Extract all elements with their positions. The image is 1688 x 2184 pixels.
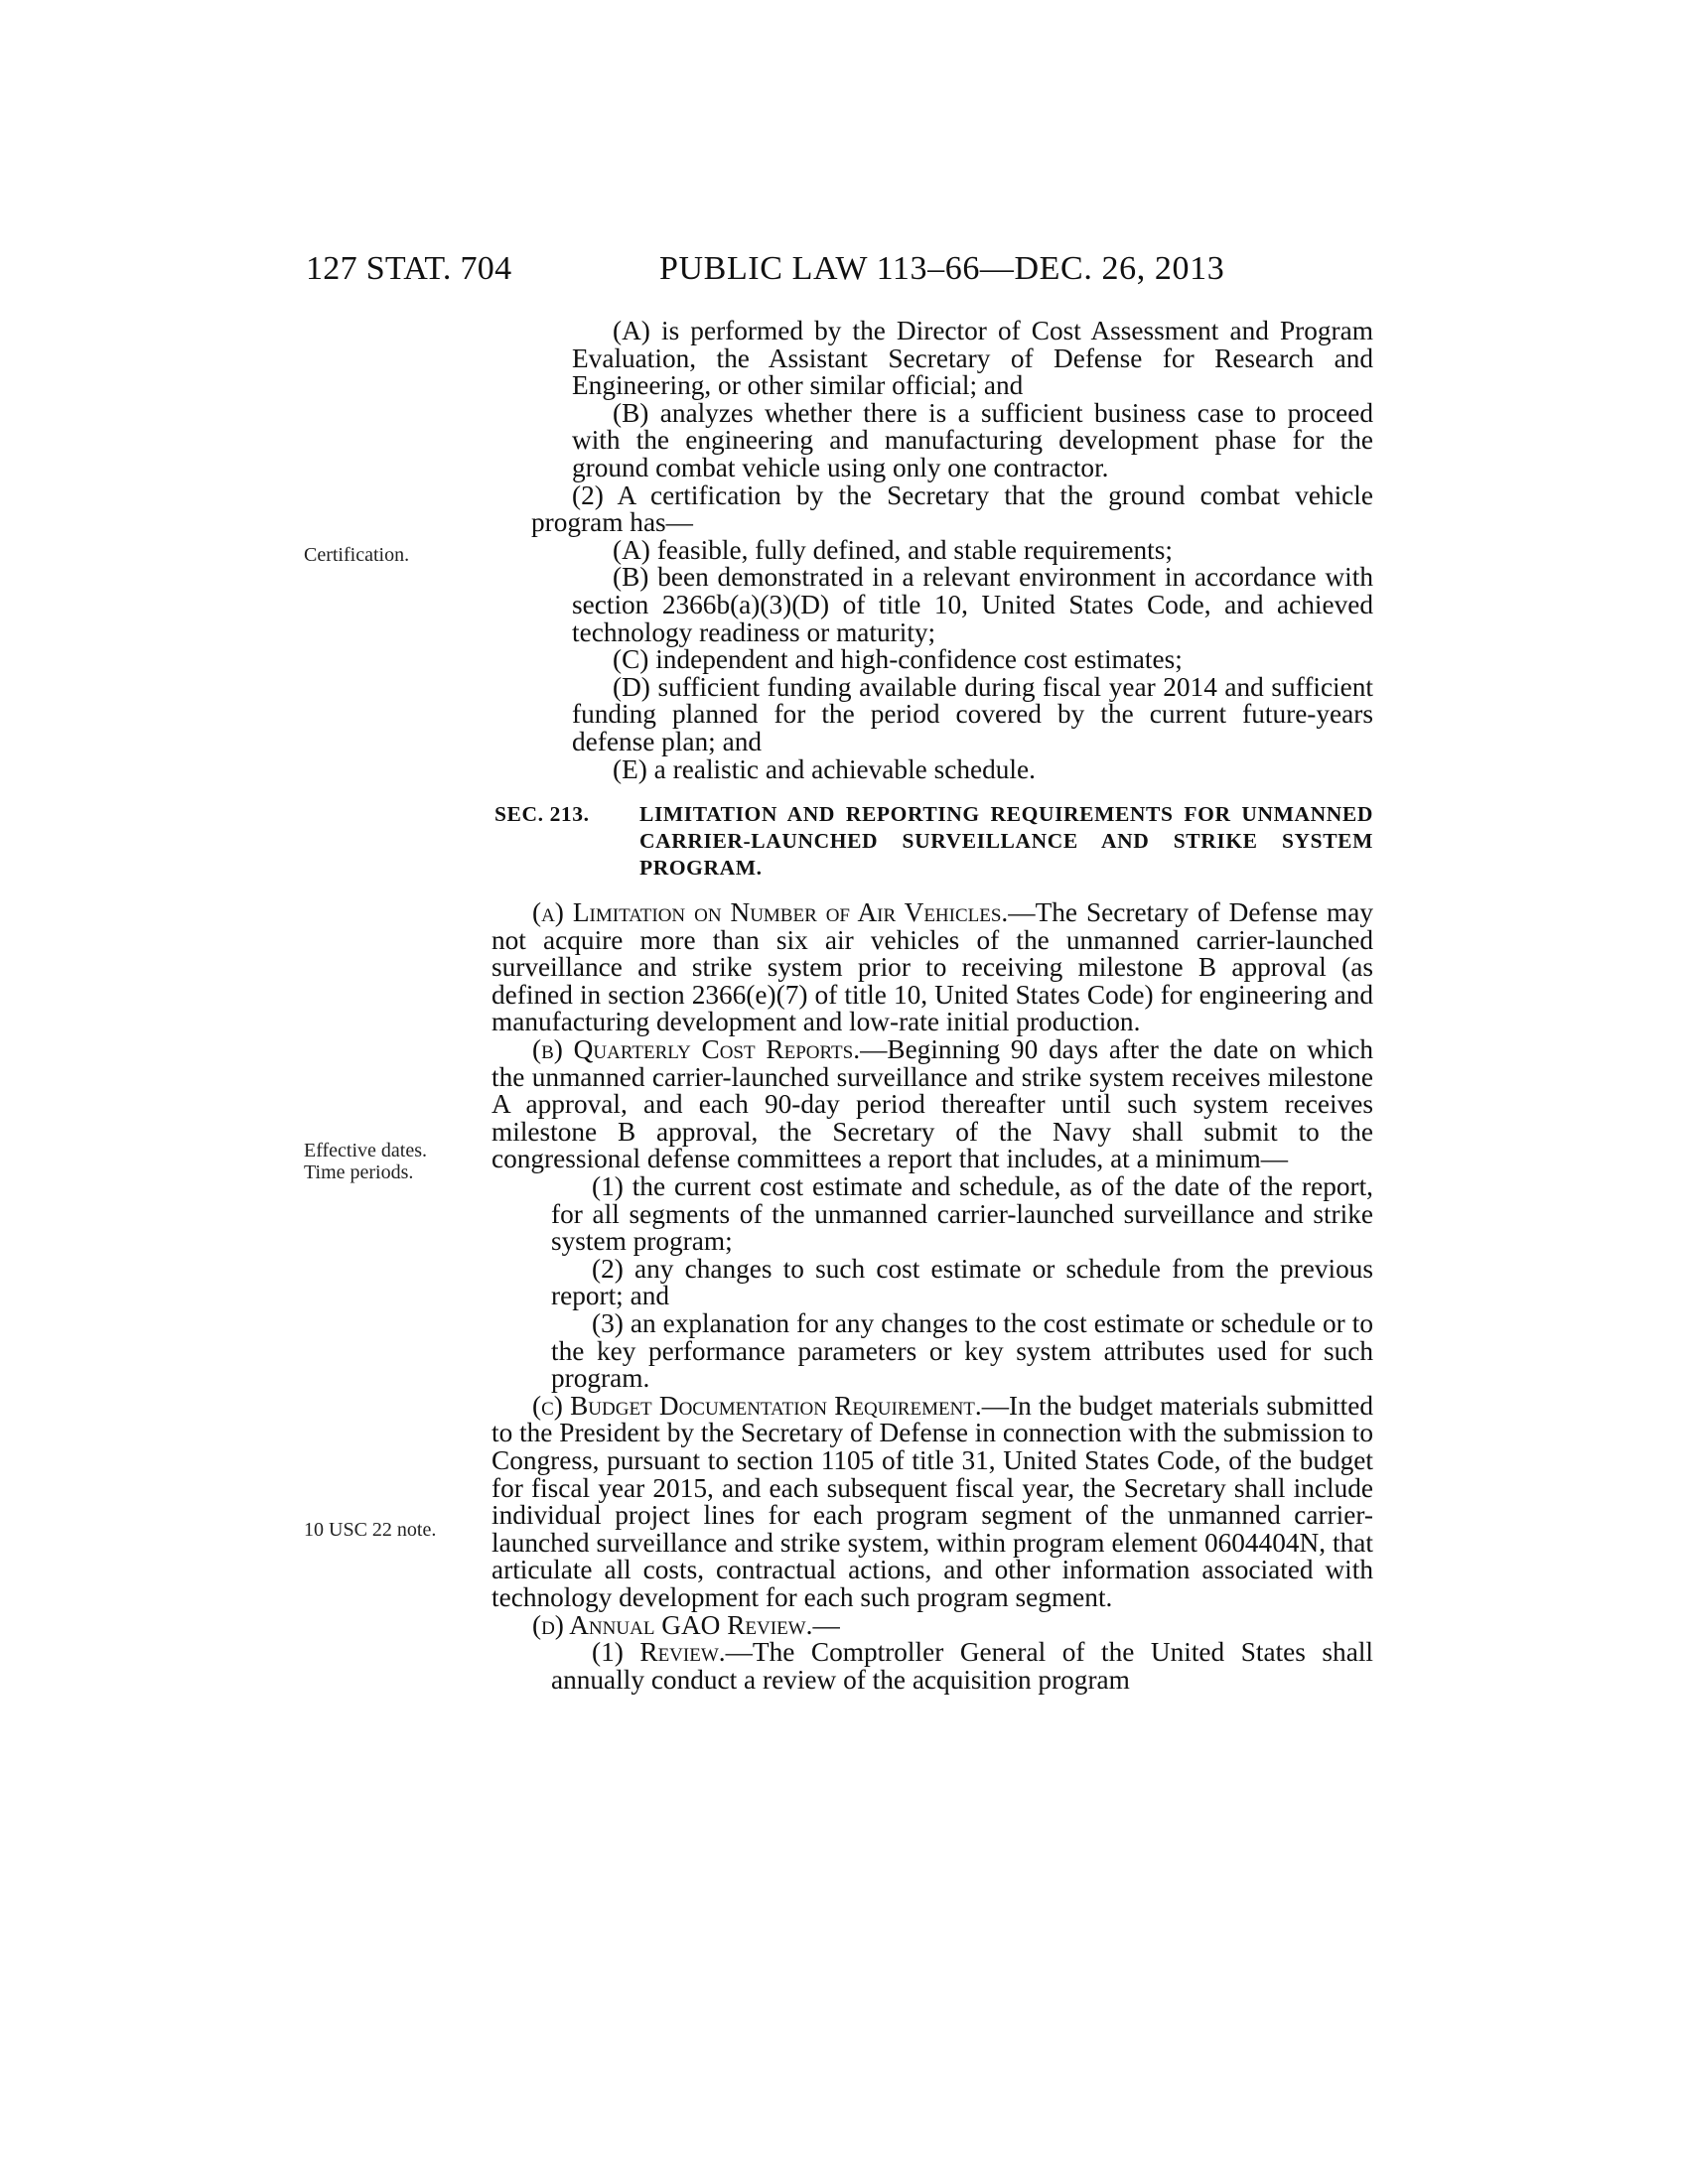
- paragraph-d1-heading: (1) Review.: [592, 1637, 726, 1668]
- section-title: LIMITATION AND REPORTING REQUIREMENTS FOR UNMANNED CARRIER-LAUNCHED SURVEILLANCE AND STRIKE SYSTEM PROGRAM.: [639, 802, 1373, 881]
- clause-2: (2) A certification by the Secretary that the ground combat vehicle program has—: [531, 479, 1373, 538]
- margin-note-certification: Certification.: [304, 544, 410, 566]
- subsection-c-text: —In the budget materials submitted to the President by the Secretary of Defense in connection with the submission to Congress, pursuant to section 1105 of title 31, United States Code, of the budget for fiscal year 2015, and each subsequent fiscal year, the Secretary shall include individual project lines for each program segment of the unmanned carrier-launched surveillance and strike system, within program element 0604404N, that articulate all costs, contractual actions, and other information associated with technology development for each such program segment.: [492, 1390, 1374, 1612]
- clause-2c: (C) independent and high-confidence cost estimates;: [613, 644, 1183, 675]
- subsection-b: [492, 1036, 1373, 1173]
- clause-1a: (A) is performed by the Director of Cost Assessment and Program Evaluation, the Assistant Secretary of Defense for Research and Engineering, or other similar official; and: [572, 316, 1373, 401]
- subsection-a: [492, 899, 1373, 1036]
- clause-2a: (A) feasible, fully defined, and stable requirements;: [613, 534, 1173, 565]
- clause-2b: (B) been demonstrated in a relevant environment in accordance with section 2366b(a)(3)(D) of title 10, United States Code, and achieved technology readiness or maturity;: [572, 562, 1373, 647]
- margin-note-effective-dates: Effective dates.: [304, 1140, 428, 1161]
- paragraph-b2: (2) any changes to such cost estimate or schedule from the previous report; and: [551, 1253, 1373, 1311]
- subsection-d: [492, 1609, 1373, 1640]
- paragraph-b1: (1) the current cost estimate and schedule, as of the date of the report, for all segments of the unmanned carrier-launched surveillance and strike system program;: [551, 1171, 1373, 1257]
- margin-note-time-periods: Time periods.: [304, 1161, 414, 1183]
- subsection-b-heading: (b) Quarterly Cost Reports.: [532, 1034, 861, 1065]
- clause-2e: (E) a realistic and achievable schedule.: [613, 753, 1036, 784]
- running-head: PUBLIC LAW 113–66—DEC. 26, 2013: [659, 250, 1225, 287]
- body-text: [494, 318, 1373, 1694]
- clause-2d: (D) sufficient funding available during fiscal year 2014 and sufficient funding planned for the period covered by the current future-years defense plan; and: [572, 671, 1373, 756]
- page-reference: 127 STAT. 704: [306, 250, 512, 287]
- section-number: SEC. 213.: [494, 802, 590, 827]
- subsection-d-heading: (d) Annual GAO Review.: [532, 1609, 813, 1640]
- section-heading: [494, 801, 1373, 882]
- paragraph-d1-text: —The Comptroller General of the United States shall annually conduct a review of the acquisition program: [551, 1637, 1373, 1695]
- subsection-a-heading: (a) Limitation on Number of Air Vehicles.: [532, 897, 1009, 928]
- subsection-c-heading: (c) Budget Documentation Requirement.: [532, 1390, 982, 1421]
- subsection-c: [492, 1390, 1374, 1612]
- paragraph-d1: [494, 1639, 1373, 1694]
- subsection-d-text: —: [812, 1609, 840, 1640]
- subsection-b-text: —Beginning 90 days after the date on which the unmanned carrier-launched surveillance and strike system receives milestone A approval, and each 90-day period thereafter until such system receives milestone B approval, the Secretary of the Navy shall submit to the congressional defense committees a report that includes, at a minimum—: [492, 1034, 1373, 1174]
- paragraph-b3: (3) an explanation for any changes to the cost estimate or schedule or to the key performance parameters or key system attributes used for such program.: [551, 1308, 1373, 1394]
- subsection-a-text: —The Secretary of Defense may not acquire more than six air vehicles of the unmanned carrier-launched surveillance and strike system prior to receiving milestone B approval (as defined in section 2366(e)(7) of title 10, United States Code) for engineering and manufacturing development and low-rate initial production.: [492, 897, 1374, 1037]
- margin-note-usc: 10 USC 22 note.: [304, 1519, 437, 1541]
- clause-1b: (B) analyzes whether there is a sufficient business case to proceed with the engineering and manufacturing development phase for the ground combat vehicle using only one contractor.: [572, 397, 1373, 482]
